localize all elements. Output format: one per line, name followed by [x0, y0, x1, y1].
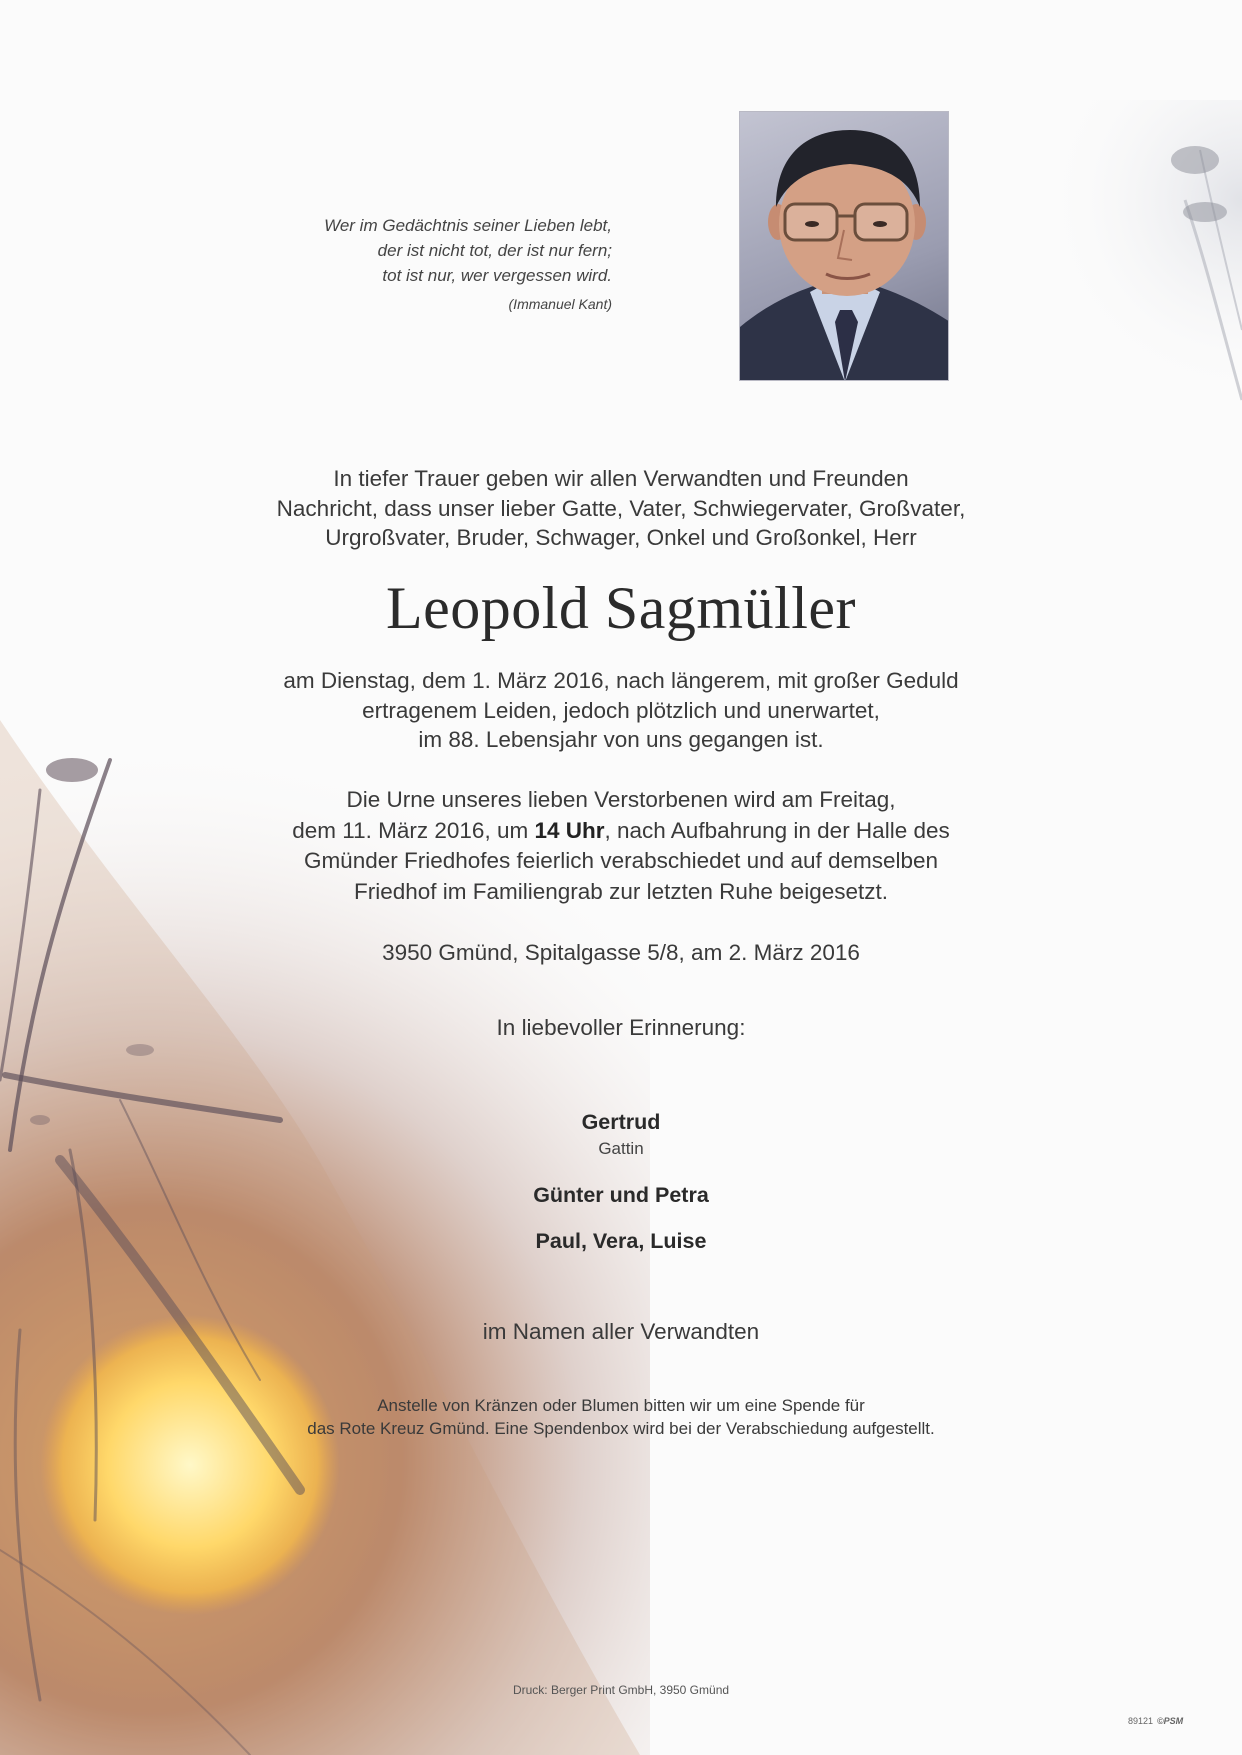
- place-and-date: 3950 Gmünd, Spitalgasse 5/8, am 2. März 2016: [382, 940, 860, 965]
- ceremony-line: Friedhof im Familiengrab zur letzten Ruhe beigesetzt.: [353, 878, 888, 904]
- donation-note: [0, 1395, 1242, 1440]
- quote-line: tot ist nur, wer vergessen wird.: [382, 266, 612, 285]
- ceremony-time: 14 Uhr: [534, 817, 605, 843]
- mourner-name: Paul, Vera, Luise: [535, 1229, 707, 1253]
- death-line: im 88. Lebensjahr von uns gegangen ist.: [418, 727, 824, 752]
- code-number: 89121: [1128, 1716, 1154, 1726]
- ceremony-line: [0, 816, 1242, 847]
- donation-line: das Rote Kreuz Gmünd. Eine Spendenbox wird bei der Verabschiedung aufgestellt.: [307, 1418, 935, 1438]
- intro-line: Nachricht, dass unser lieber Gatte, Vater, Schwiegervater, Großvater,: [276, 495, 966, 521]
- quote-line: der ist nicht tot, der ist nur fern;: [377, 241, 612, 260]
- intro-line: Urgroßvater, Bruder, Schwager, Onkel und Großonkel, Herr: [325, 525, 917, 550]
- relatives-note: im Namen aller Verwandten: [482, 1319, 760, 1344]
- ceremony-text: dem 11. März 2016, um: [292, 817, 535, 843]
- ceremony-line: Die Urne unseres lieben Verstorbenen wird am Freitag,: [346, 787, 896, 812]
- intro-line: In tiefer Trauer geben wir allen Verwandten und Freunden: [333, 466, 909, 491]
- printer-credit: Druck: Berger Print GmbH, 3950 Gmünd: [512, 1683, 730, 1697]
- memorial-quote: [192, 213, 612, 317]
- ceremony-line: Gmünder Friedhofes feierlich verabschiedet und auf demselben: [303, 848, 939, 873]
- document-code: [1128, 1716, 1183, 1726]
- donation-line: Anstelle von Kränzen oder Blumen bitten wir um eine Spende für: [377, 1396, 865, 1415]
- ceremony-text: , nach Aufbahrung in der Halle des: [604, 817, 950, 843]
- mourner-name: Günter und Petra: [533, 1183, 709, 1207]
- deceased-name: Leopold Sagmüller: [385, 575, 857, 641]
- death-line: am Dienstag, dem 1. März 2016, nach längerem, mit großer Geduld: [283, 668, 959, 693]
- quote-line: Wer im Gedächtnis seiner Lieben lebt,: [324, 216, 612, 235]
- ceremony-details: [0, 785, 1242, 907]
- quote-source: (Immanuel Kant): [508, 296, 612, 312]
- death-details: [0, 666, 1242, 755]
- memory-heading: In liebevoller Erinnerung:: [496, 1015, 746, 1040]
- mourner-name: Gertrud: [581, 1110, 661, 1134]
- death-line: ertragenem Leiden, jedoch plötzlich und unerwartet,: [362, 697, 880, 723]
- portrait-illustration: [740, 112, 949, 381]
- printer-logo: ©PSM: [1157, 1716, 1184, 1726]
- mourner-role: Gattin: [598, 1139, 644, 1158]
- deceased-portrait-photo: [739, 111, 949, 381]
- announcement-intro: [0, 464, 1242, 553]
